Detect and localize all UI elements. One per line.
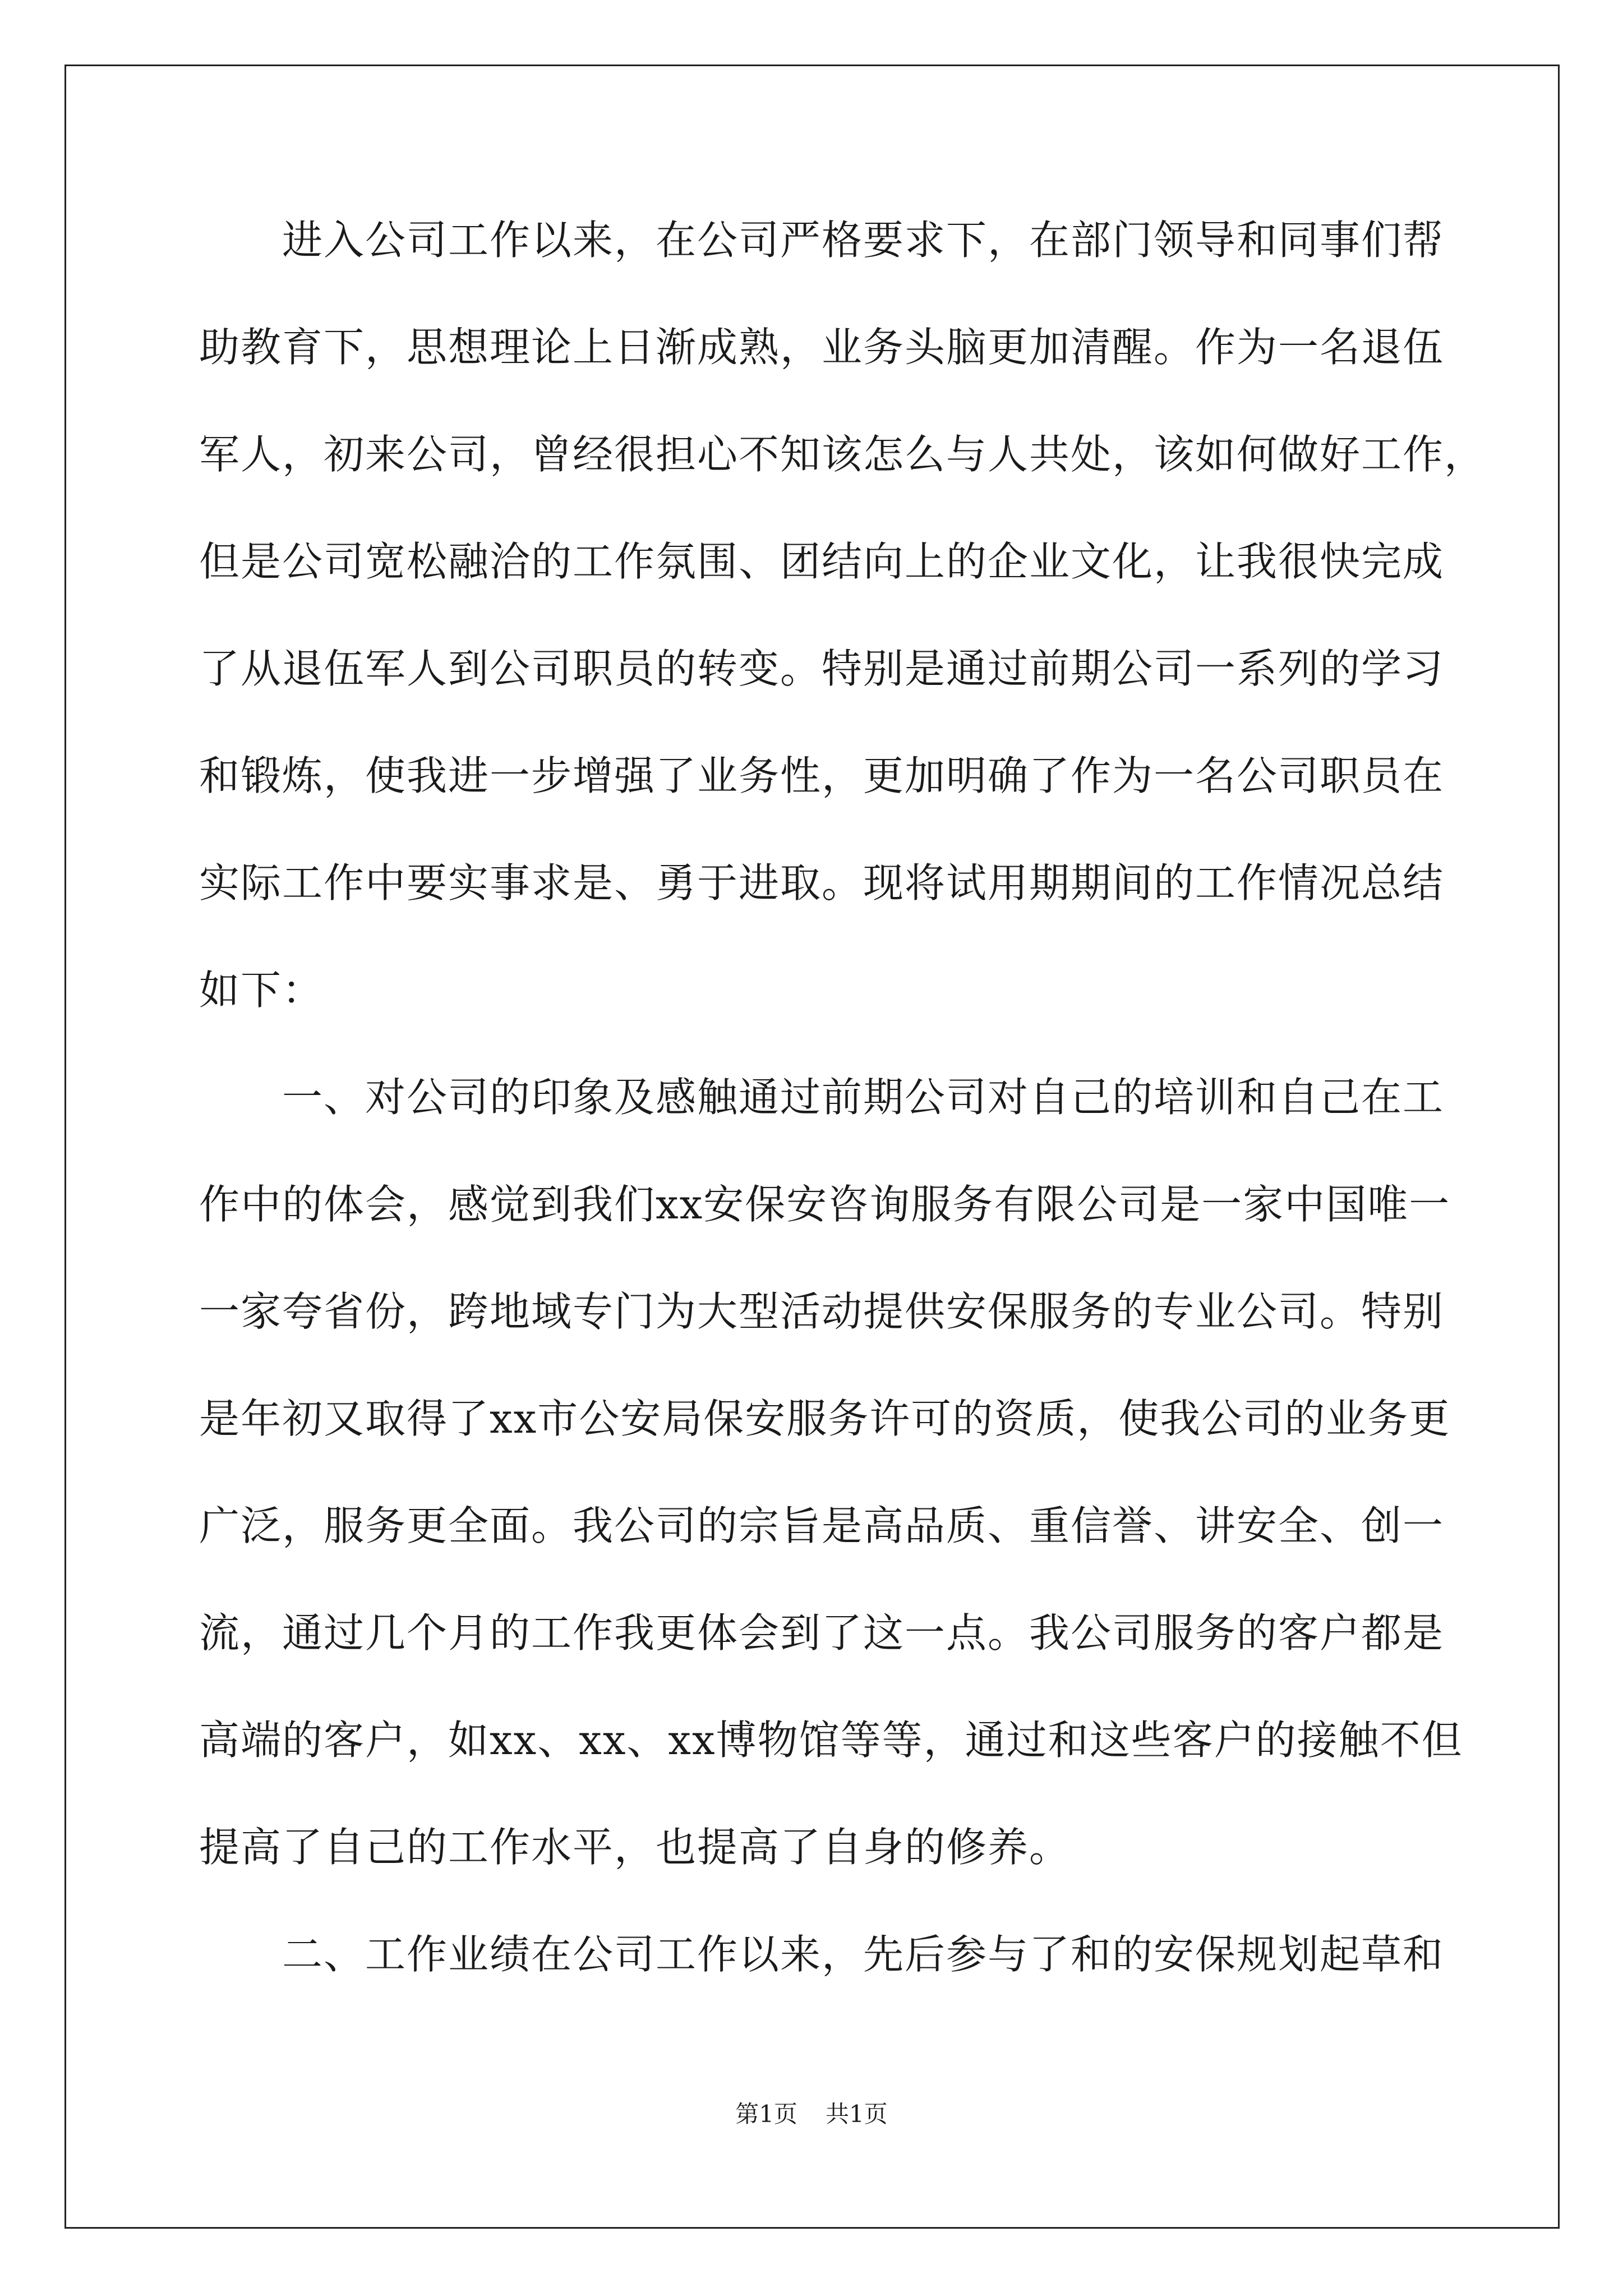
text-line: 但是公司宽松融洽的工作氛围、团结向上的企业文化，让我很快完成 (199, 538, 1445, 585)
page-number: 第1页 (735, 2100, 797, 2128)
text-line: 和锻炼，使我进一步增强了业务性，更加明确了作为一名公司职员在 (199, 752, 1445, 799)
text-line: 一、对公司的印象及感触通过前期公司对自己的培训和自己在工 (199, 1074, 1445, 1121)
text-line: 助教育下，思想理论上日渐成熟，业务头脑更加清醒。作为一名退伍 (199, 324, 1445, 371)
text-line: 了从退伍军人到公司职员的转变。特别是通过前期公司一系列的学习 (199, 645, 1445, 692)
text-line: 进入公司工作以来，在公司严格要求下，在部门领导和同事们帮 (199, 217, 1445, 264)
page-footer (0, 2096, 1623, 2129)
page-total: 共1页 (826, 2100, 888, 2128)
text-line: 高端的客户，如xx、xx、xx博物馆等等，通过和这些客户的接触不但 (199, 1717, 1463, 1764)
text-line: 流，通过几个月的工作我更体会到了这一点。我公司服务的客户都是 (199, 1609, 1445, 1657)
text-line: 二、工作业绩在公司工作以来，先后参与了和的安保规划起草和 (199, 1931, 1445, 1978)
text-line: 提高了自己的工作水平，也提高了自身的修养。 (199, 1824, 1071, 1871)
text-line: 军人，初来公司，曾经很担心不知该怎么与人共处，该如何做好工作， (199, 431, 1486, 478)
text-line: 实际工作中要实事求是、勇于进取。现将试用期期间的工作情况总结 (199, 859, 1445, 907)
text-line: 是年初又取得了xx市公安局保安服务许可的资质，使我公司的业务更 (199, 1395, 1451, 1442)
text-line: 作中的体会，感觉到我们xx安保安咨询服务有限公司是一家中国唯一 (199, 1181, 1451, 1228)
text-line: 广泛，服务更全面。我公司的宗旨是高品质、重信誉、讲安全、创一 (199, 1502, 1445, 1549)
text-line: 如下： (199, 967, 324, 1014)
document-body (199, 217, 1486, 2041)
text-line: 一家夸省份，跨地域专门为大型活动提供安保服务的专业公司。特别 (199, 1288, 1445, 1335)
